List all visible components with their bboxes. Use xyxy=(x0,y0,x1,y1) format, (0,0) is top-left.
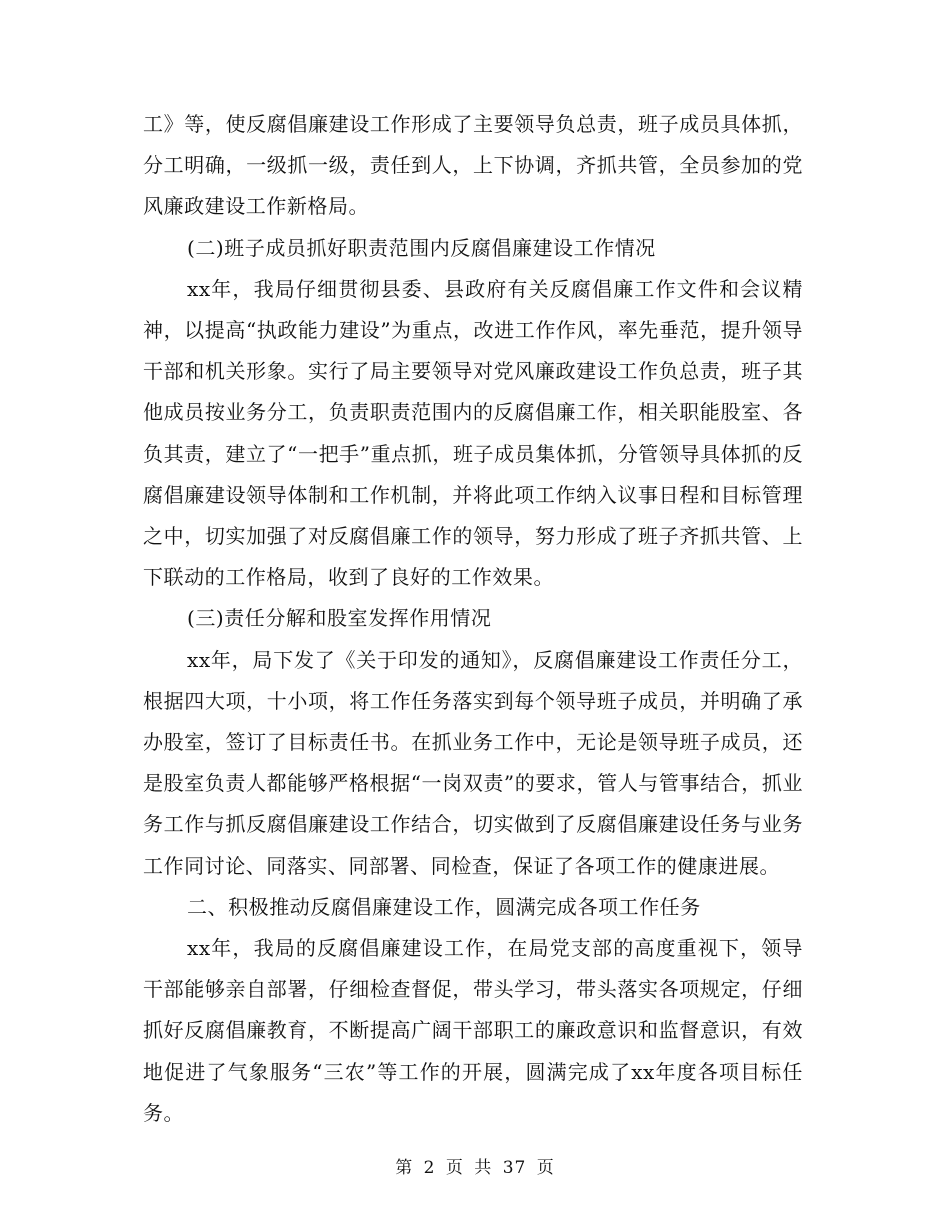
page-number-footer: 第 2 页 共 37 页 xyxy=(395,1158,555,1178)
paragraph-continuation: 工》等，使反腐倡廉建设工作形成了主要领导负总责，班子成员具体抓，分工明确，一级抓一级，责任到人，上下协调，齐抓共管，全员参加的党风廉政建设工作新格局。 xyxy=(143,112,803,219)
paragraph-body: xx年，局下发了《关于印发的通知》，反腐倡廉建设工作责任分工，根据四大项，十小项，将工作任务落实到每个领导班子成员，并明确了承办股室，签订了目标责任书。在抓业务工作中，无论是领导班子成员，还是股室负责人都能够严格根据“一岗双责”的要求，管人与管事结合，抓业务工作与抓反腐倡廉建设工作结合，切实做到了反腐倡廉建设任务与业务工作同讨论、同落实、同部署、同检查，保证了各项工作的健康进展。 xyxy=(143,647,803,878)
paragraph-body: xx年，我局的反腐倡廉建设工作，在局党支部的高度重视下，领导干部能够亲自部署，仔细检查督促，带头学习，带头落实各项规定，仔细抓好反腐倡廉教育，不断提高广阔干部职工的廉政意识和监督意识，有效地促进了气象服务“三农”等工作的开展，圆满完成了xx年度各项目标任务。 xyxy=(143,936,803,1125)
section-heading-3: (三)责任分解和股室发挥作用情况 xyxy=(187,606,492,631)
section-heading-2: (二)班子成员抓好职责范围内反腐倡廉建设工作情况 xyxy=(187,235,656,260)
document-body xyxy=(143,104,803,1134)
paragraph-body: xx年，我局仔细贯彻县委、县政府有关反腐倡廉工作文件和会议精神，以提高“执政能力建设”为重点，改进工作作风，率先垂范，提升领导干部和机关形象。实行了局主要领导对党风廉政建设工作负总责，班子其他成员按业务分工，负责职责范围内的反腐倡廉工作，相关职能股室、各负其责，建立了“一把手”重点抓，班子成员集体抓，分管领导具体抓的反腐倡廉建设领导体制和工作机制，并将此项工作纳入议事日程和目标管理之中，切实加强了对反腐倡廉工作的领导，努力形成了班子齐抓共管、上下联动的工作格局，收到了良好的工作效果。 xyxy=(143,276,803,590)
section-heading-main-2: 二、积极推动反腐倡廉建设工作，圆满完成各项工作任务 xyxy=(187,894,701,919)
